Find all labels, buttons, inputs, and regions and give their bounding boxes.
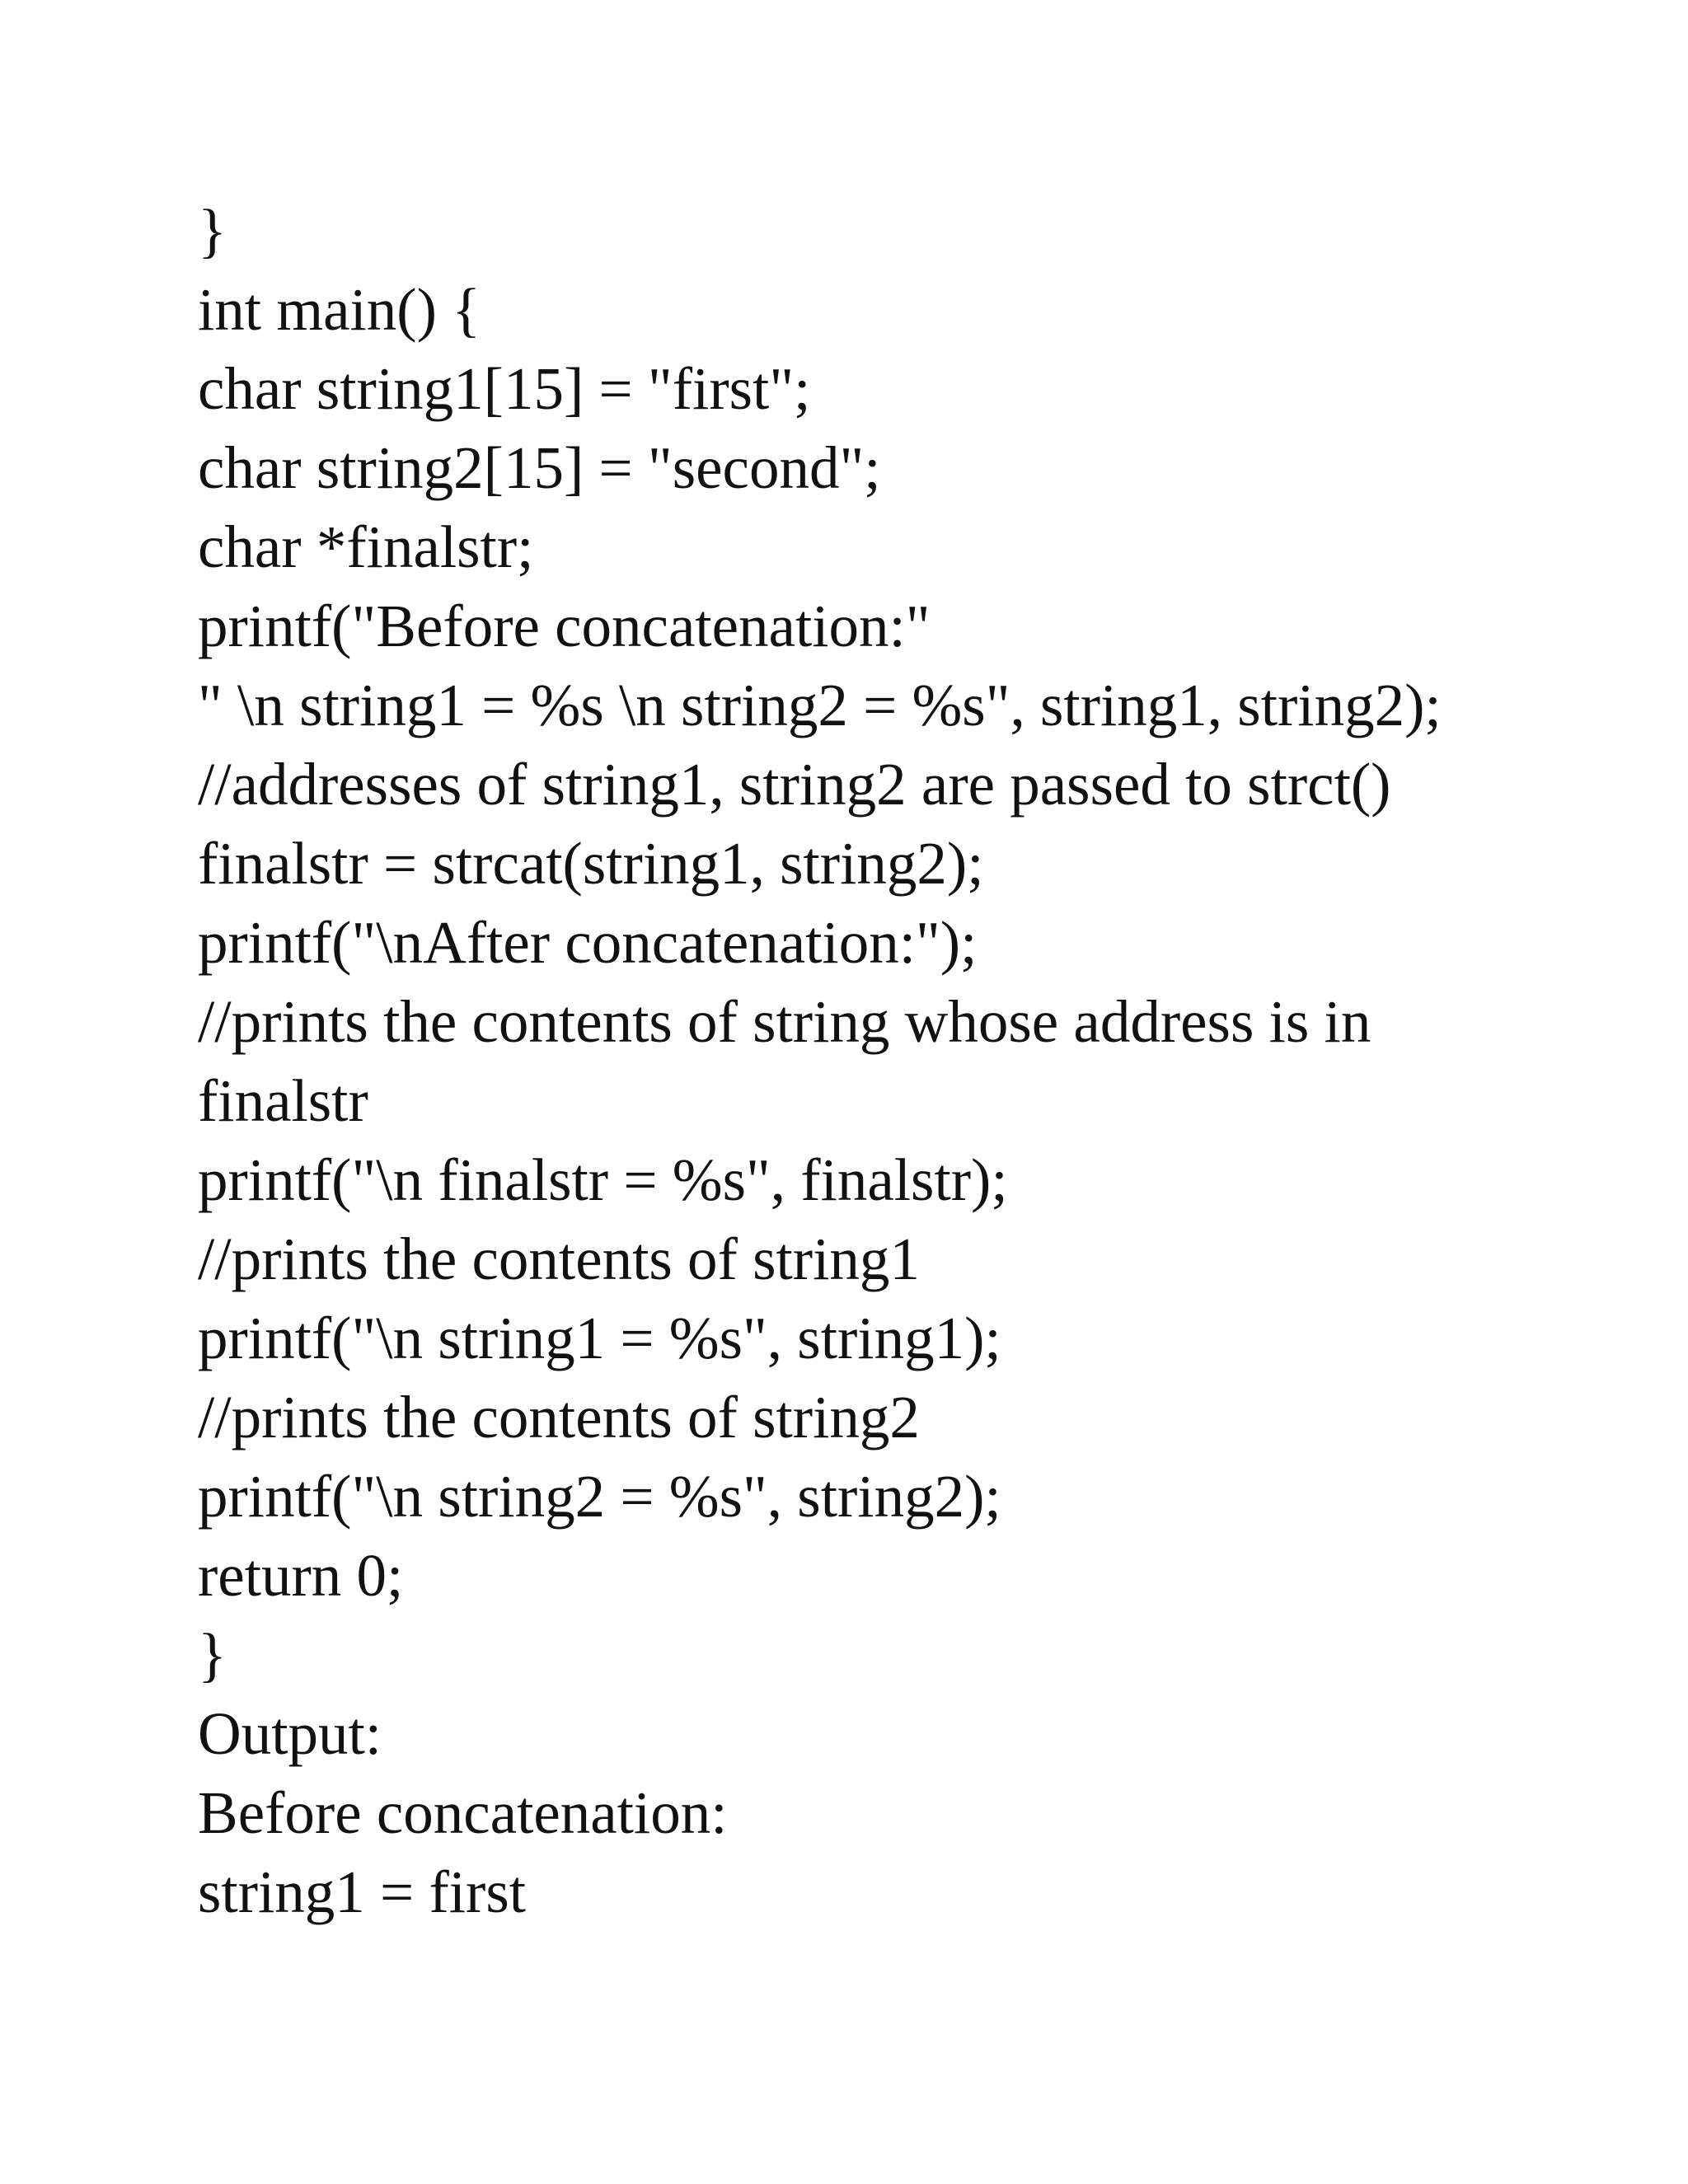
output-heading: Output: xyxy=(198,1700,382,1767)
code-line: } xyxy=(198,1621,227,1688)
comment-line: //prints the contents of string1 xyxy=(198,1226,920,1292)
comment-line: //prints the contents of string whose address is in xyxy=(198,988,1372,1055)
code-line: } xyxy=(198,197,227,264)
code-line: return 0; xyxy=(198,1542,404,1609)
code-line: finalstr = strcat(string1, string2); xyxy=(198,830,984,897)
code-line: printf("\n string1 = %s", string1); xyxy=(198,1305,1001,1371)
code-line: char string1[15] = "first"; xyxy=(198,355,811,422)
code-line: printf("\n finalstr = %s", finalstr); xyxy=(198,1146,1008,1213)
code-line: char *finalstr; xyxy=(198,513,534,580)
code-line: int main() { xyxy=(198,276,481,343)
code-line: char string2[15] = "second"; xyxy=(198,434,881,501)
code-line: " \n string1 = %s \n string2 = %s", string1, string2); xyxy=(198,672,1442,738)
output-line: Before concatenation: xyxy=(198,1779,728,1846)
comment-line: //addresses of string1, string2 are passed to strct() xyxy=(198,751,1391,818)
code-line: printf("\n string2 = %s", string2); xyxy=(198,1463,1001,1530)
comment-line: finalstr xyxy=(198,1067,368,1134)
code-listing xyxy=(198,191,1599,1932)
code-line: printf("\nAfter concatenation:"); xyxy=(198,909,978,976)
code-line: printf("Before concatenation:" xyxy=(198,593,931,659)
output-line: string1 = first xyxy=(198,1858,527,1925)
comment-line: //prints the contents of string2 xyxy=(198,1384,920,1451)
